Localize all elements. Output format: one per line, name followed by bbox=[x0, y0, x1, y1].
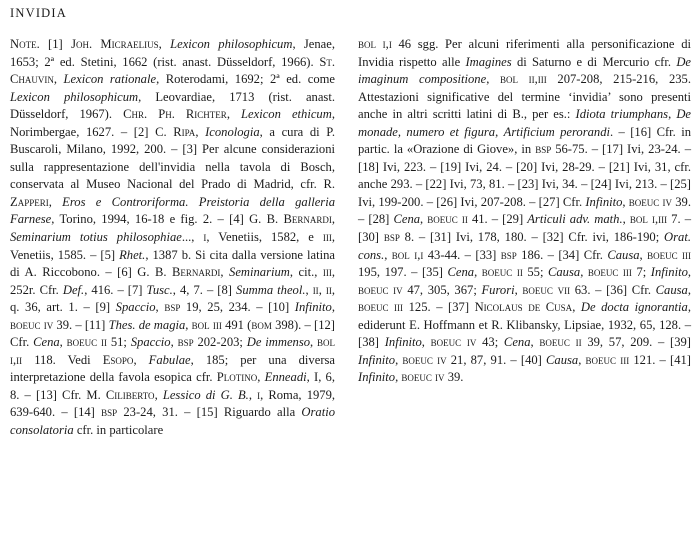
notes-text-right: bol i,i 46 sgg. Per alcuni riferimenti alla personificazione di Invidia rispetto alle Imagines di Saturno e di Mercurio cfr. De imaginum compositione, bol ii,iii 207-208, 215-216, 235. Attestazioni significative del termine ‘invidia’ sono presenti anche in altri scritti latini di B., per es.: Idiota triumphans, De monade, numero et figura, Artificium perorandi. – [16] Cfr. in partic. la «Orazione di Giove», in bsp 56-75. – [17] Ivi, 23-24. – [18] Ivi, 223. – [19] Ivi, 24. – [20] Ivi, 28-29. – [21] Ivi, 31, cfr. anche 293. – [22] Ivi, 73, 81. – [23] Ivi, 34. – [24] Ivi, 213. – [25] Ivi, 199-200. – [26] Ivi, 207-208. – [27] Cfr. Infinito, boeuc iv 39. – [28] Cena, boeuc ii 41. – [29] Articuli adv. math., bol i,iii 7. – [30] bsp 8. – [31] Ivi, 178, 180. – [32] Cfr. ivi, 186-190; Orat. cons., bol i,i 43-44. – [33] bsp 186. – [34] Cfr. Causa, boeuc iii 195, 197. – [35] Cena, boeuc ii 55; Causa, boeuc iii 7; Infinito, boeuc iv 47, 305, 367; Furori, boeuc vii 63. – [36] Cfr. Causa, boeuc iii 125. – [37] Nicolaus de Cusa, De docta ignorantia, ediderunt E. Hoffmann et R. Klibansky, Lipsiae, 1932, 65, 128. – [38] Infinito, boeuc iv 43; Cena, boeuc ii 39, 57, 209. – [39] Infinito, boeuc iv 21, 87, 91. – [40] Causa, boeuc iii 121. – [41] Infinito, boeuc iv 39. bbox=[358, 37, 692, 385]
notes-right-column bbox=[358, 36, 691, 387]
notes-left-column bbox=[10, 36, 335, 440]
running-head: INVIDIA bbox=[10, 6, 67, 20]
notes-text-left: Note. [1] Joh. Micraelius, Lexicon philosophicum, Jenae, 1653; 2ª ed. Stetini, 1662 (rist. anast. Düsseldorf, 1966). St. Chauvin, Lexicon rationale, Roterodami, 1692; 2ª ed. come Lexicon philosophicum, Leovardiae, 1713 (rist. anast. Düsseldorf, 1967). Chr. Ph. Richter, Lexicon ethicum, Norimbergae, 1627. – [2] C. Ripa, Iconologia, a cura di P. Buscaroli, Milano, 1992, 200. – [3] Per alcune considerazioni sulla rappresentazione dell'invidia nella tavola di Bosch, conservata al Museo Nacional del Prado di Madrid, cfr. R. Zapperi, Eros e Controriforma. Preistoria della galleria Farnese, Torino, 1994, 16-18 e fig. 2. – [4] G. B. Bernardi, Seminarium totius philosophiae..., i, Venetiis, 1582, e iii, Venetiis, 1585. – [5] Rhet., 1387 b. Si cita dalla versione latina di A. Riccobono. – [6] G. B. Bernardi, Seminarium, cit., iii, 252r. Cfr. Def., 416. – [7] Tusc., 4, 7. – [8] Summa theol., ii, ii, q. 36, art. 1. – [9] Spaccio, bsp 19, 25, 234. – [10] Infinito, boeuc iv 39. – [11] Thes. de magia, bol iii 491 (bom 398). – [12] Cfr. Cena, boeuc ii 51; Spaccio, bsp 202-203; De immenso, bol i,ii 118. Vedi Esopo, Fabulae, 185; per una diversa interpretazione della favola esopica cfr. Plotino, Enneadi, I, 6, 8. – [13] Cfr. M. Ciliberto, Lessico di G. B., i, Roma, 1979, 639-640. – [14] bsp 23-24, 31. – [15] Riguardo alla Oratio consolatoria cfr. in particolare bbox=[10, 37, 336, 438]
